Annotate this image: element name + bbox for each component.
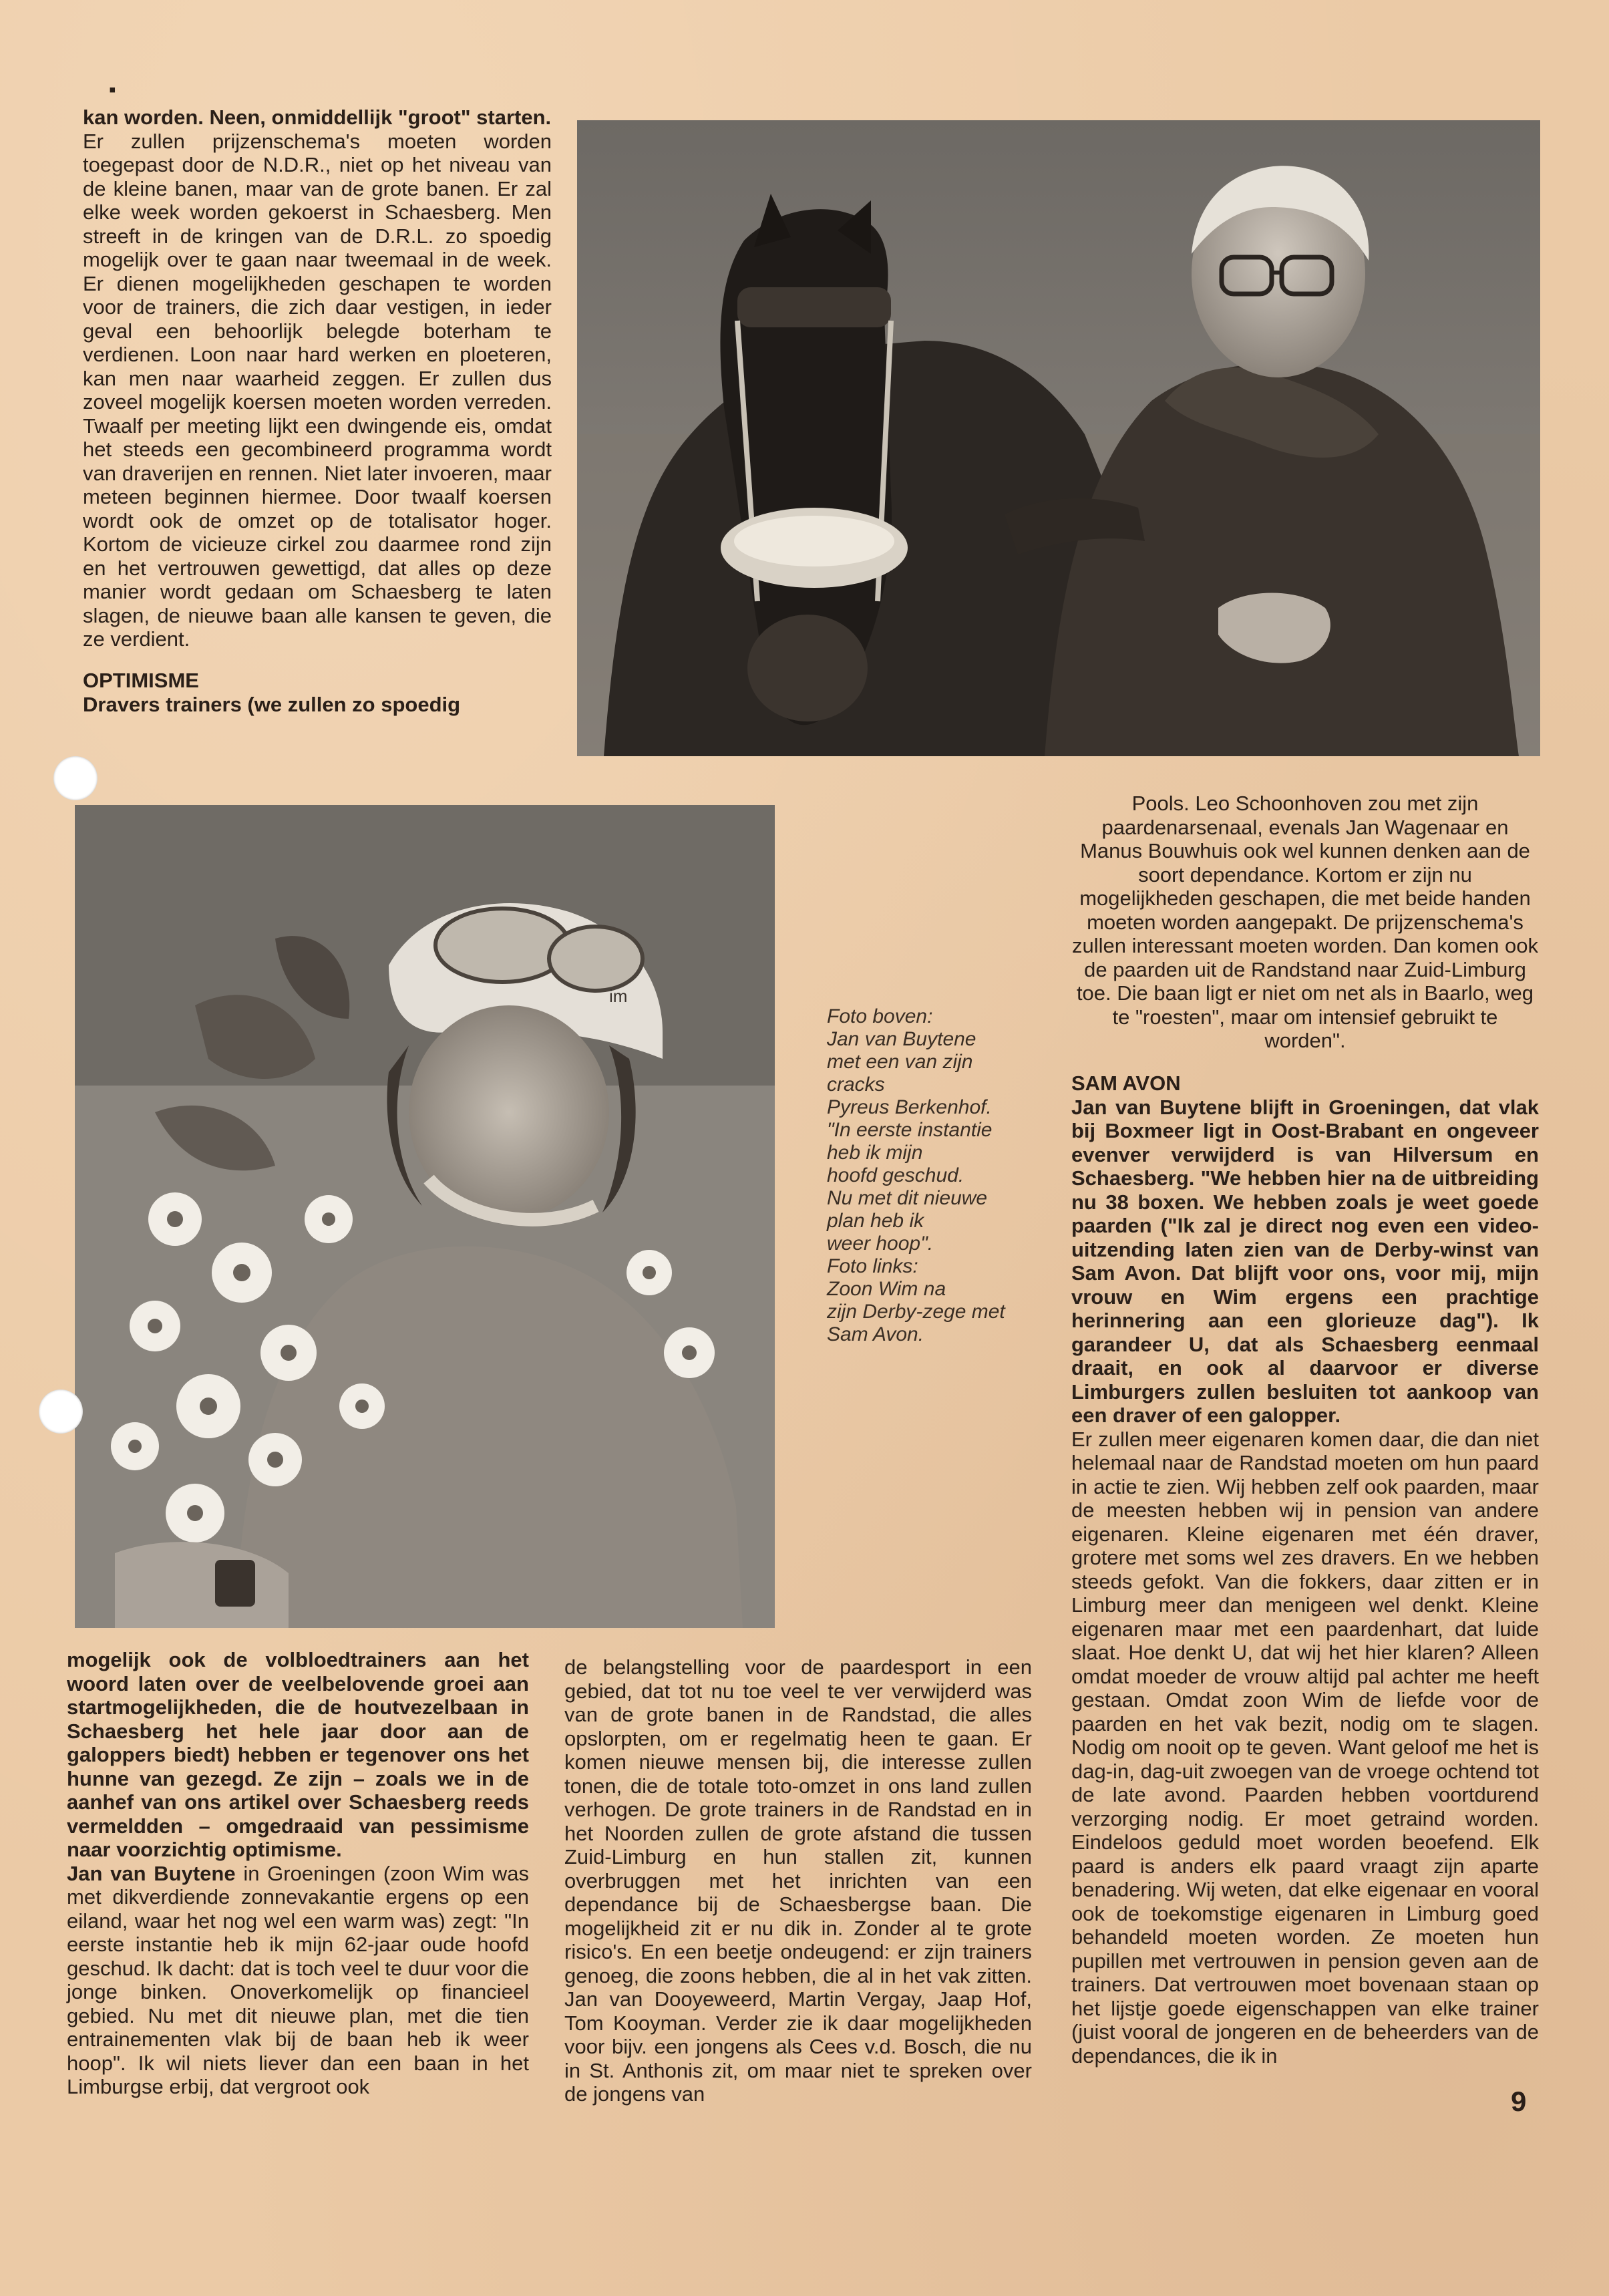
photo-trainer-with-horse-image bbox=[577, 120, 1540, 756]
page-number: 9 bbox=[1511, 2086, 1527, 2117]
caption-line: heb ik mijn bbox=[827, 1142, 923, 1164]
caption-line: hoofd geschud. bbox=[827, 1164, 964, 1186]
bold-paragraph: mogelijk ook de volbloedtrainers aan het woord laten over de veelbelovende groei aan startmogelijkheden, die de houtvezelbaan in Schaesberg het hele jaar door aan de galoppers biedt) hebben er tegenover ons het hunne van gezegd. Ze zijn – zoals we in de aanhef van ons artikel over Schaesberg reeds vermeldden – omgedraaid van pessimisme naar voorzichtig optimisme. bbox=[67, 1648, 529, 1861]
punch-hole bbox=[53, 756, 98, 800]
caption-line: Sam Avon. bbox=[827, 1323, 924, 1345]
caption-line: "In eerste instantie bbox=[827, 1119, 993, 1141]
caption-line: weer hoop". bbox=[827, 1233, 934, 1255]
photo-trainer-with-horse bbox=[577, 120, 1540, 756]
person-name: Jan van Buytene bbox=[67, 1861, 236, 1885]
section-heading-optimisme: OPTIMISME bbox=[83, 668, 199, 692]
article-column-top-left bbox=[83, 106, 552, 716]
caption-line: zijn Derby-zege met bbox=[827, 1301, 1005, 1323]
caption-line: Zoon Wim na bbox=[827, 1278, 946, 1300]
caption-line: Nu met dit nieuwe bbox=[827, 1187, 988, 1209]
photo-caption bbox=[827, 1005, 1081, 1346]
caption-line: cracks bbox=[827, 1074, 885, 1096]
body-paragraph: Er zullen meer eigenaren komen daar, die dan niet helemaal naar de Randstad moeten om hun paard in actie te zien. Wij hebben zelf ook paarden, maar de meesten hebben wij in pension van andere eigenaren. Kleine eigenaren met één draver, grotere met soms wel zes dravers. En we hebben steeds gefokt. Van die fokkers, daar zitten er in Limburg meer dan menigeen wel denkt. Kleine eigenaren maar met een paardenhart, dat luide slaat. Hoe denkt U, dat wij het hier klaren? Alleen omdat moeder de vrouw altijd pal achter me heeft gestaan. Omdat zoon Wim de liefde voor de paarden en het vak bezit, nodig om te slagen. Nodig om nooit op te geven. Want geloof me het is dag-in, dag-uit zwoegen van de vroege ochtend tot de late avond. Paarden hebben voortdurend verzorging nodig. Er moet getraind worden. Eindeloos geduld moet worden beoefend. Elk paard is anders elk paard vraagt zijn aparte benadering. Wij weten, dat elke eigenaar en vooral ook de toekomstige eigenaren in Limburg goed behandeld moeten worden. Ze moeten hun pupillen met vertrouwen in pension geven aan de trainers. Dat vertrouwen moet bovenaan staan op het lijstje goede eigenschappen van elke trainer (juist vooral de jongeren en de beheerders van de dependances, die ik in bbox=[1071, 1427, 1539, 2068]
section-heading-sam-avon: SAM AVON bbox=[1071, 1071, 1181, 1095]
helmet-lettering: im bbox=[609, 986, 628, 1006]
caption-line: Jan van Buytene bbox=[827, 1028, 976, 1050]
caption-line: plan heb ik bbox=[827, 1210, 924, 1232]
photo-jockey-with-flowers bbox=[75, 805, 775, 1628]
punch-hole bbox=[39, 1389, 83, 1434]
body-paragraph: de belangstelling voor de paardesport in een gebied, dat tot nu toe veel te ver verwijderd was van de grote banen in de Randstad, die alles opslorpten, om er regelmatig heen te gaan. Er komen nieuwe mensen bij, die interesse zullen tonen, die de totale toto-omzet in ons land zullen verhogen. De grote trainers in de Randstad en in het Noorden zullen de grote afstand die tussen Zuid-Limburg en hun stallen zit, kunnen overbruggen met het inrichten van een dependance bij de Schaesbergse baan. Die mogelijkheid zit er nu dik in. Zonder al te grote risico's. En een beetje ondeugend: er zijn trainers genoeg, die zoons hebben, die al in het vak zitten. Jan van Dooyeweerd, Martin Vergay, Jaap Hof, Tom Kooyman. Verder zie ik daar mogelijkheden voor bijv. een jongens als Cees v.d. Bosch, die nu in St. Anthonis zit, om maar niet te spreken over de jongens van bbox=[564, 1655, 1032, 2106]
body-paragraph: in Groeningen (zoon Wim was met dikverdiende zonnevakantie ergens op een eiland, waar het nog wel een warm was) zegt: "In eerste instantie heb ik mijn 62-jaar oude hoofd geschud. Ik dacht: dat is toch veel te duur voor die jonge binken. Onoverkomelijk op financieel gebied. Nu met dit nieuwe plan, met die tien entrainementen vlak bij de baan heb ik weer hoop". Ik wil niets liever dan een baan in het Limburgse erbij, dat vergroot ook bbox=[67, 1861, 529, 2098]
article-column-bottom-left bbox=[67, 1648, 529, 2099]
continued-paragraph: Dravers trainers (we zullen zo spoedig bbox=[83, 692, 461, 716]
lead-paragraph: kan worden. Neen, onmiddellijk "groot" starten. bbox=[83, 106, 552, 129]
caption-line: Foto boven: bbox=[827, 1005, 933, 1027]
caption-line: met een van zijn bbox=[827, 1051, 973, 1073]
photo-jockey-with-flowers-image bbox=[75, 805, 775, 1628]
body-paragraph: Er zullen prijzenschema's moeten worden toegepast door de N.D.R., niet op het niveau van de kleine banen, maar van de grote banen. Er zal elke week worden gekoerst in Schaesberg. Men streeft in de kringen van de D.R.L. zo spoedig mogelijk over te gaan naar tweemaal in de week. Er dienen mogelijkheden geschapen te worden voor de trainers, die zich daar vestigen, in ieder geval een behoorlijk belegde boterham te verdienen. Loon naar hard werken en ploeteren, kan men naar waarheid zeggen. Er zullen dus zoveel mogelijk koersen moeten worden verreden. Twaalf per meeting lijkt een dwingende eis, omdat het steeds een gecombineerd programma wordt van draverijen en rennen. Niet later invoeren, maar meteen beginnen hiermee. Door twaalf koersen wordt ook de omzet op de totalisator hoger. Kortom de vicieuze cirkel zou daarmee rond zijn en het vertrouwen gewettigd, dat alles op deze manier wordt gedaan om Schaesberg te laten slagen, de nieuwe baan alle kansen te geven, die ze verdient. bbox=[83, 129, 552, 651]
article-column-right bbox=[1071, 792, 1539, 2068]
body-paragraph: Pools. Leo Schoonhoven zou met zijn paardenarsenaal, evenals Jan Wagenaar en Manus Bouwhuis ook wel kunnen denken aan de soort dependance. Kortom er zijn nu mogelijkheden geschapen, die met beide handen moeten worden aangepakt. De prijzenschema's zullen interessant moeten worden. Dan komen ook de paarden uit de Randstand naar Zuid-Limburg toe. Die baan ligt er niet om net als in Baarlo, weg te "roesten", maar om intensief gebruikt te worden". bbox=[1072, 792, 1538, 1052]
bold-paragraph: Jan van Buytene blijft in Groeningen, dat vlak bij Boxmeer ligt in Oost-Brabant en ongeveer evenver verwijderd is van Hilversum en Schaesberg. "We hebben hier na de uitbreiding nu 38 boxen. We hebben zoals je weet goede paarden ("Ik zal je direct nog even een video-uitzending laten zien van de Derby-winst van Sam Avon. Dat blijft voor ons, voor mij, mijn vrouw en Wim ergens een prachtige herinnering aan een glorieuze dag"). Ik garandeer U, dat als Schaesberg eenmaal draait, en ook al daarvoor er diverse Limburgers zullen besluiten tot aankoop van een draver of een galopper. bbox=[1071, 1095, 1539, 1427]
article-column-bottom-middle bbox=[564, 1655, 1032, 2106]
caption-line: Pyreus Berkenhof. bbox=[827, 1096, 992, 1118]
caption-line: Foto links: bbox=[827, 1255, 918, 1277]
print-mark: ▪ bbox=[109, 79, 116, 101]
